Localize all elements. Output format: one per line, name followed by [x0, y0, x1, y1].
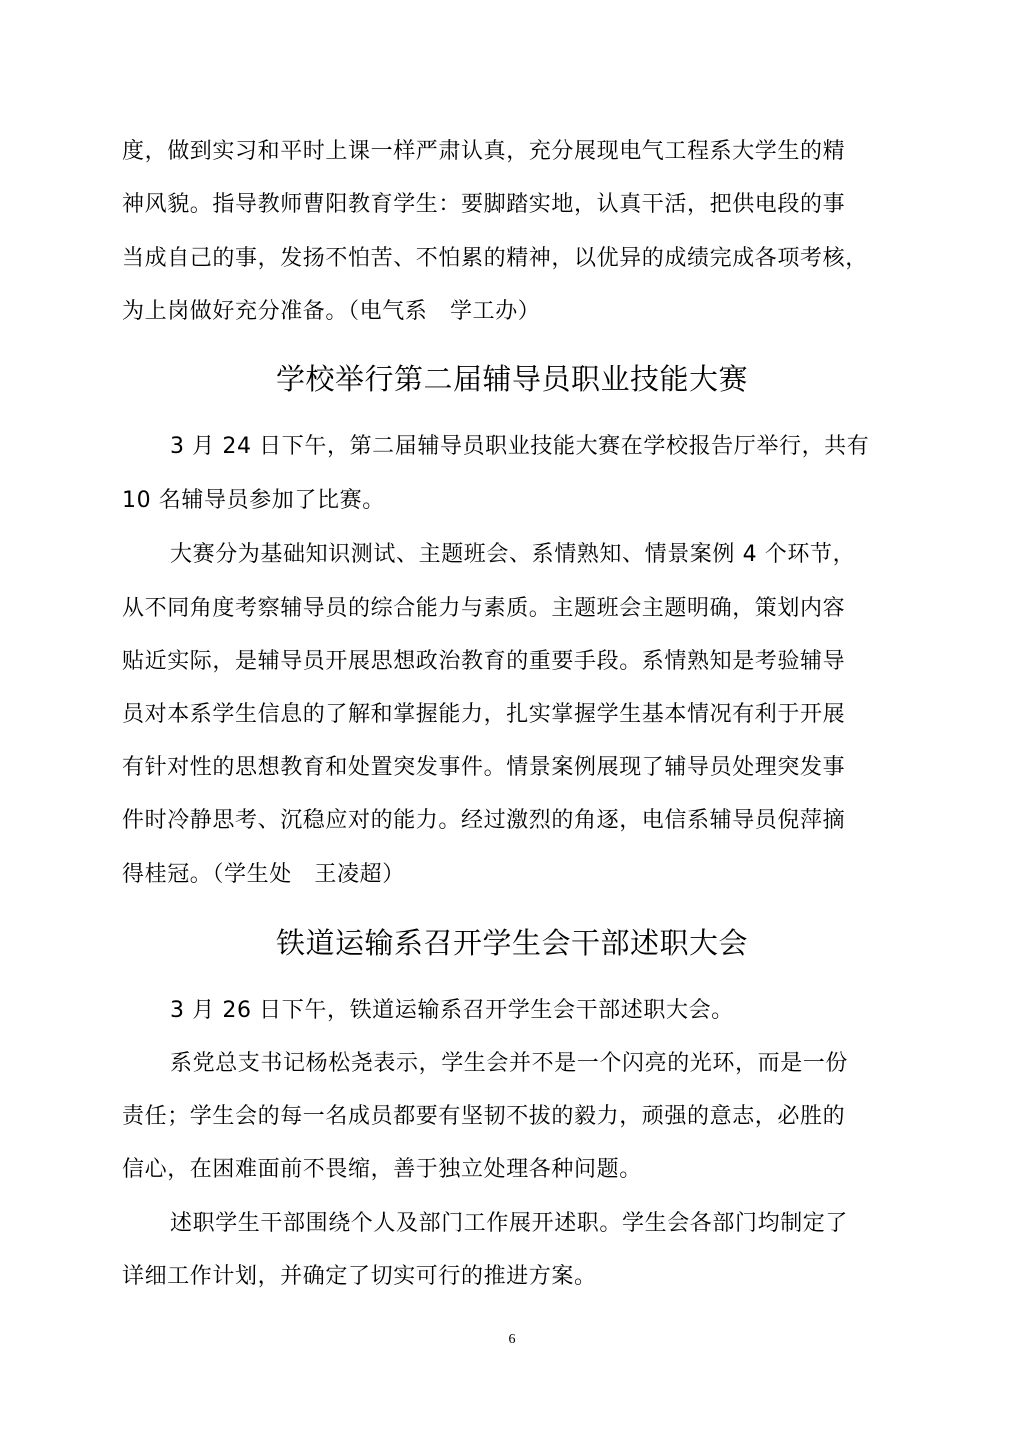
- paragraph-line: 神风貌。指导教师曹阳教育学生：要脚踏实地，认真干活，把供电段的事: [122, 192, 846, 217]
- paragraph-line: 度，做到实习和平时上课一样严肃认真，充分展现电气工程系大学生的精: [122, 139, 846, 164]
- paragraph-line: 系党总支书记杨松尧表示，学生会并不是一个闪亮的光环，而是一份: [170, 1051, 849, 1076]
- paragraph-line: 得桂冠。（学生处 王凌超）: [122, 862, 405, 887]
- paragraph-line: 员对本系学生信息的了解和掌握能力，扎实掌握学生基本情况有利于开展: [122, 702, 846, 727]
- paragraph-line: 责任；学生会的每一名成员都要有坚韧不拔的毅力，顽强的意志，必胜的: [122, 1104, 846, 1129]
- paragraph-line: 从不同角度考察辅导员的综合能力与素质。主题班会主题明确，策划内容: [122, 596, 846, 621]
- paragraph-line: 件时冷静思考、沉稳应对的能力。经过激烈的角逐，电信系辅导员倪萍摘: [122, 808, 846, 833]
- paragraph-line: 有针对性的思想教育和处置突发事件。情景案例展现了辅导员处理突发事: [122, 755, 846, 780]
- paragraph-line: 贴近实际，是辅导员开展思想政治教育的重要手段。系情熟知是考验辅导: [122, 649, 846, 674]
- paragraph-line: 当成自己的事，发扬不怕苦、不怕累的精神，以优异的成绩完成各项考核，: [122, 246, 868, 271]
- article-title: 学校举行第二届辅导员职业技能大赛: [275, 362, 748, 396]
- paragraph-line: 详细工作计划，并确定了切实可行的推进方案。: [122, 1264, 597, 1289]
- paragraph-line: 为上岗做好充分准备。（电气系 学工办）: [122, 299, 541, 324]
- paragraph-line: 述职学生干部围绕个人及部门工作展开述职。学生会各部门均制定了: [170, 1211, 849, 1236]
- paragraph-line: 信心，在困难面前不畏缩，善于独立处理各种问题。: [122, 1157, 642, 1182]
- page-number: 6: [508, 1332, 516, 1347]
- paragraph-line: 大赛分为基础知识测试、主题班会、系情熟知、情景案例 4 个环节，: [170, 542, 856, 567]
- paragraph-line: 3 月 24 日下午，第二届辅导员职业技能大赛在学校报告厅举行，共有: [170, 434, 870, 459]
- paragraph-line: 10 名辅导员参加了比赛。: [122, 488, 385, 513]
- article-title: 铁道运输系召开学生会干部述职大会: [275, 926, 748, 960]
- paragraph-line: 3 月 26 日下午，铁道运输系召开学生会干部述职大会。: [170, 998, 734, 1023]
